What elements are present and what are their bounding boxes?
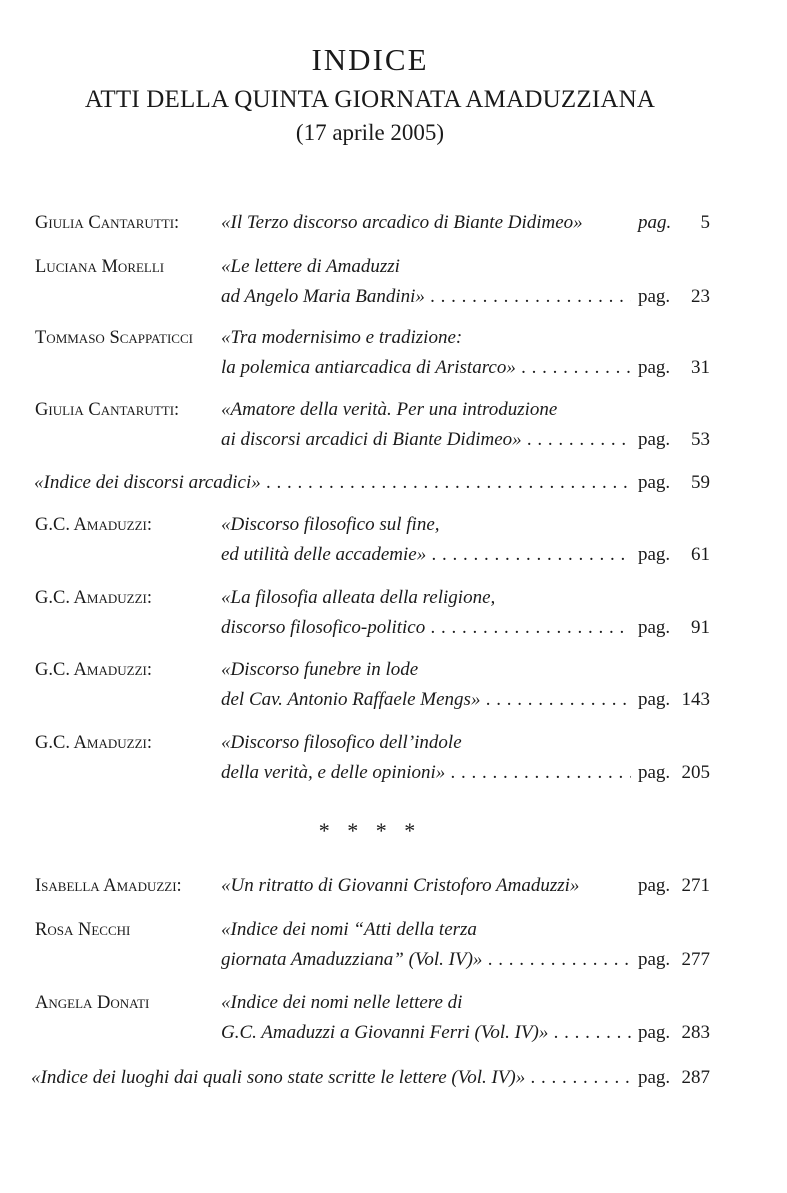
entry-title-line: «Tra modernisimo e tradizione: bbox=[221, 327, 463, 348]
entry-title-line: discorso filosofico-politico . . . bbox=[221, 615, 631, 641]
entry-title-line: «Amatore della verità. Per una introduzione bbox=[221, 399, 558, 420]
page-number: 271 bbox=[681, 875, 710, 896]
page-number: 59 bbox=[691, 472, 710, 493]
entry-page-ref bbox=[638, 470, 710, 496]
entry-title-line: «Le lettere di Amaduzzi bbox=[221, 256, 400, 277]
page-number: 53 bbox=[691, 429, 710, 450]
page-number: 277 bbox=[681, 949, 710, 970]
page-label: pag. bbox=[638, 544, 671, 565]
page-subtitle: ATTI DELLA QUINTA GIORNATA AMADUZZIANA bbox=[84, 86, 656, 113]
entry-page-ref bbox=[638, 947, 710, 973]
entry-title-line: «Indice dei nomi “Atti della terza bbox=[221, 919, 477, 940]
page-label: pag. bbox=[638, 429, 671, 450]
entry-page-ref bbox=[638, 873, 710, 899]
entry-author: Tommaso Scappaticci bbox=[35, 328, 193, 348]
entry-page-ref bbox=[638, 1020, 710, 1046]
entry-title-line: «Indice dei luoghi dai quali sono state scritte le lettere (Vol. IV)» . . . bbox=[31, 1065, 631, 1091]
entry-title-line: ed utilità delle accademie» . . . bbox=[221, 542, 631, 568]
page-label: pag. bbox=[638, 762, 671, 783]
page-title: INDICE bbox=[311, 42, 429, 77]
entry-title-line: «Discorso filosofico dell’indole bbox=[221, 732, 462, 753]
section-separator: * * * * bbox=[318, 818, 422, 843]
entry-author: Rosa Necchi bbox=[35, 920, 131, 940]
entry-page-ref bbox=[638, 427, 710, 453]
entry-title-line: «Indice dei nomi nelle lettere di bbox=[221, 992, 463, 1013]
entry-title-line: «Il Terzo discorso arcadico di Biante Didimeo» bbox=[221, 212, 583, 233]
entry-title-line: la polemica antiarcadica di Aristarco» . . . bbox=[221, 355, 631, 381]
entry-title-line: ad Angelo Maria Bandini» . . . bbox=[221, 284, 631, 310]
entry-page-ref bbox=[638, 210, 710, 236]
entry-title-line: G.C. Amaduzzi a Giovanni Ferri (Vol. IV)» . . . bbox=[221, 1020, 631, 1046]
entry-author: Angela Donati bbox=[35, 993, 150, 1013]
page-label: pag. bbox=[638, 472, 671, 493]
entry-page-ref bbox=[638, 760, 710, 786]
entry-title-line: del Cav. Antonio Raffaele Mengs» . . . bbox=[221, 687, 631, 713]
entry-page-ref bbox=[638, 542, 710, 568]
page-number: 143 bbox=[681, 689, 710, 710]
page-number: 31 bbox=[691, 357, 710, 378]
entry-author: G.C. Amaduzzi: bbox=[35, 588, 152, 608]
page-number: 61 bbox=[691, 544, 710, 565]
page-label: pag. bbox=[638, 875, 671, 896]
entry-author: Giulia Cantarutti: bbox=[35, 400, 180, 420]
page-label: pag. bbox=[638, 1067, 671, 1088]
entry-page-ref bbox=[638, 1065, 710, 1091]
entry-title-line: «Discorso funebre in lode bbox=[221, 659, 419, 680]
entry-page-ref bbox=[638, 615, 710, 641]
page-label: pag. bbox=[638, 617, 671, 638]
page-number: 23 bbox=[691, 286, 710, 307]
page-label: pag. bbox=[638, 949, 671, 970]
page-number: 205 bbox=[681, 762, 710, 783]
entry-author: Luciana Morelli bbox=[35, 257, 165, 277]
page-number: 283 bbox=[681, 1022, 710, 1043]
entry-author: Giulia Cantarutti: bbox=[35, 213, 180, 233]
entry-title-line: ai discorsi arcadici di Biante Didimeo» . . . bbox=[221, 427, 631, 453]
entry-page-ref bbox=[638, 355, 710, 381]
entry-title-line: «La filosofia alleata della religione, bbox=[221, 587, 496, 608]
entry-title-line: della verità, e delle opinioni» . . . bbox=[221, 760, 631, 786]
page-number: 5 bbox=[700, 212, 710, 233]
entry-author: G.C. Amaduzzi: bbox=[35, 515, 152, 535]
page-number: 287 bbox=[681, 1067, 710, 1088]
entry-title-line: giornata Amaduzziana” (Vol. IV)» . . . bbox=[221, 947, 631, 973]
page-date: (17 aprile 2005) bbox=[295, 120, 445, 145]
entry-title-line: «Un ritratto di Giovanni Cristoforo Amaduzzi» bbox=[221, 875, 580, 896]
entry-page-ref bbox=[638, 687, 710, 713]
entry-title-line: «Indice dei discorsi arcadici» . . . bbox=[34, 470, 631, 496]
page-label: pag. bbox=[638, 689, 671, 710]
page-label: pag. bbox=[638, 212, 672, 233]
page-label: pag. bbox=[638, 357, 671, 378]
entry-author: G.C. Amaduzzi: bbox=[35, 660, 152, 680]
entry-page-ref bbox=[638, 284, 710, 310]
page-label: pag. bbox=[638, 286, 671, 307]
entry-author: G.C. Amaduzzi: bbox=[35, 733, 152, 753]
entry-title-line: «Discorso filosofico sul fine, bbox=[221, 514, 440, 535]
page-number: 91 bbox=[691, 617, 710, 638]
page-label: pag. bbox=[638, 1022, 671, 1043]
entry-author: Isabella Amaduzzi: bbox=[35, 876, 182, 896]
